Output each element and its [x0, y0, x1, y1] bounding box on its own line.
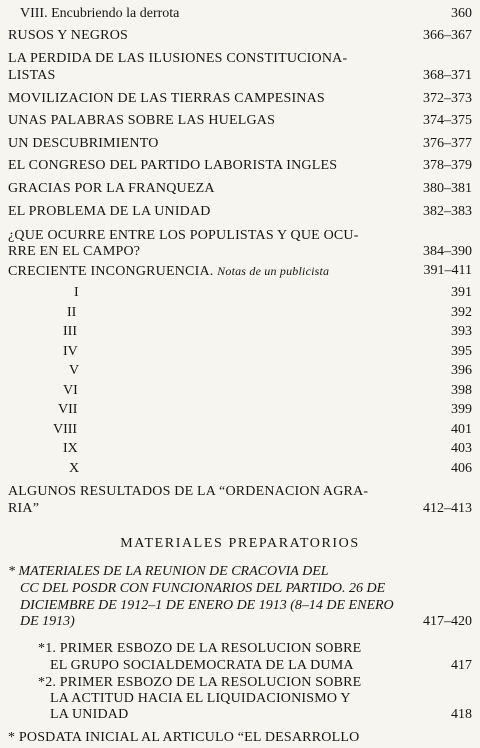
materials-line: *1. PRIMER ESBOZO DE LA RESOLUCION SOBRE	[38, 641, 362, 656]
toc-entry	[8, 262, 329, 281]
page-number: 417	[451, 658, 472, 673]
materials-line: * MATERIALES DE LA REUNION DE CRACOVIA DEL	[8, 564, 329, 579]
page-number: 417–420	[423, 614, 472, 629]
materials-line: EL GRUPO SOCIALDEMOCRATA DE LA DUMA	[50, 658, 354, 673]
toc-entry-note: Notas de un publicista	[217, 264, 330, 278]
materials-line: CC DEL POSDR CON FUNCIONARIOS DEL PARTIDO. 26 DE	[20, 581, 386, 596]
page-number: 403	[451, 441, 472, 456]
materials-line: DE 1913)	[20, 614, 75, 629]
page-number: 393	[451, 324, 472, 339]
page-number: 376–377	[423, 136, 472, 151]
page-number: 392	[451, 305, 472, 320]
page-number: 360	[451, 6, 472, 21]
toc-entry: RUSOS Y NEGROS	[8, 28, 129, 43]
page-number: 374–375	[423, 113, 472, 128]
toc-entry: EL CONGRESO DEL PARTIDO LABORISTA INGLES	[8, 158, 338, 173]
materials-line: *2. PRIMER ESBOZO DE LA RESOLUCION SOBRE	[38, 675, 362, 690]
toc-entry: RIA”	[8, 501, 40, 516]
toc-subentry: VIII	[53, 422, 78, 437]
page-number: 368–371	[423, 68, 472, 83]
page-number: 380–381	[423, 181, 472, 196]
page-number: 418	[451, 707, 472, 722]
toc-entry: EL PROBLEMA DE LA UNIDAD	[8, 204, 211, 219]
toc-entry: LA PERDIDA DE LAS ILUSIONES CONSTITUCIONA-	[8, 51, 348, 66]
page-number: 391	[451, 285, 472, 300]
section-heading: MATERIALES PREPARATORIOS	[120, 536, 360, 551]
page-number: 412–413	[423, 501, 472, 516]
page-number: 398	[451, 383, 472, 398]
toc-subentry: IV	[63, 344, 78, 359]
page-number: 384–390	[423, 244, 472, 259]
toc-subentry: VII	[58, 402, 78, 417]
toc-entry: UNAS PALABRAS SOBRE LAS HUELGAS	[8, 113, 276, 128]
toc-subentry: III	[63, 324, 77, 339]
toc-entry: ALGUNOS RESULTADOS DE LA “ORDENACION AGRA-	[8, 484, 369, 499]
toc-entry: RRE EN EL CAMPO?	[8, 244, 141, 259]
toc-entry: MOVILIZACION DE LAS TIERRAS CAMPESINAS	[8, 91, 325, 106]
materials-line: LA UNIDAD	[50, 707, 129, 722]
page-number: 406	[451, 461, 472, 476]
materials-line: * POSDATA INICIAL AL ARTICULO “EL DESARROLLO	[8, 730, 360, 745]
page-number: 382–383	[423, 204, 472, 219]
toc-subentry: VI	[63, 383, 78, 398]
page-number: 378–379	[423, 158, 472, 173]
page-number: 399	[451, 402, 472, 417]
toc-entry: GRACIAS POR LA FRANQUEZA	[8, 181, 215, 196]
page-number: 366–367	[423, 28, 472, 43]
materials-line: LA ACTITUD HACIA EL LIQUIDACIONISMO Y	[50, 691, 351, 706]
page-number: 396	[451, 363, 472, 378]
toc-subentry: II	[67, 305, 77, 320]
toc-entry: VIII. Encubriendo la derrota	[20, 6, 180, 21]
toc-entry-title: CRECIENTE INCONGRUENCIA.	[8, 264, 214, 279]
toc-subentry: X	[69, 461, 80, 476]
materials-line: DICIEMBRE DE 1912–1 DE ENERO DE 1913 (8–14 DE ENERO	[20, 598, 394, 613]
page-number: 391–411	[423, 263, 472, 278]
toc-entry: ¿QUE OCURRE ENTRE LOS POPULISTAS Y QUE OCU-	[8, 228, 359, 243]
toc-entry: UN DESCUBRIMIENTO	[8, 136, 159, 151]
page-number: 401	[451, 422, 472, 437]
toc-subentry: V	[69, 363, 80, 378]
toc-subentry: I	[74, 285, 79, 300]
toc-entry: LISTAS	[8, 68, 56, 83]
toc-subentry: IX	[63, 441, 78, 456]
page-number: 372–373	[423, 91, 472, 106]
page-number: 395	[451, 344, 472, 359]
